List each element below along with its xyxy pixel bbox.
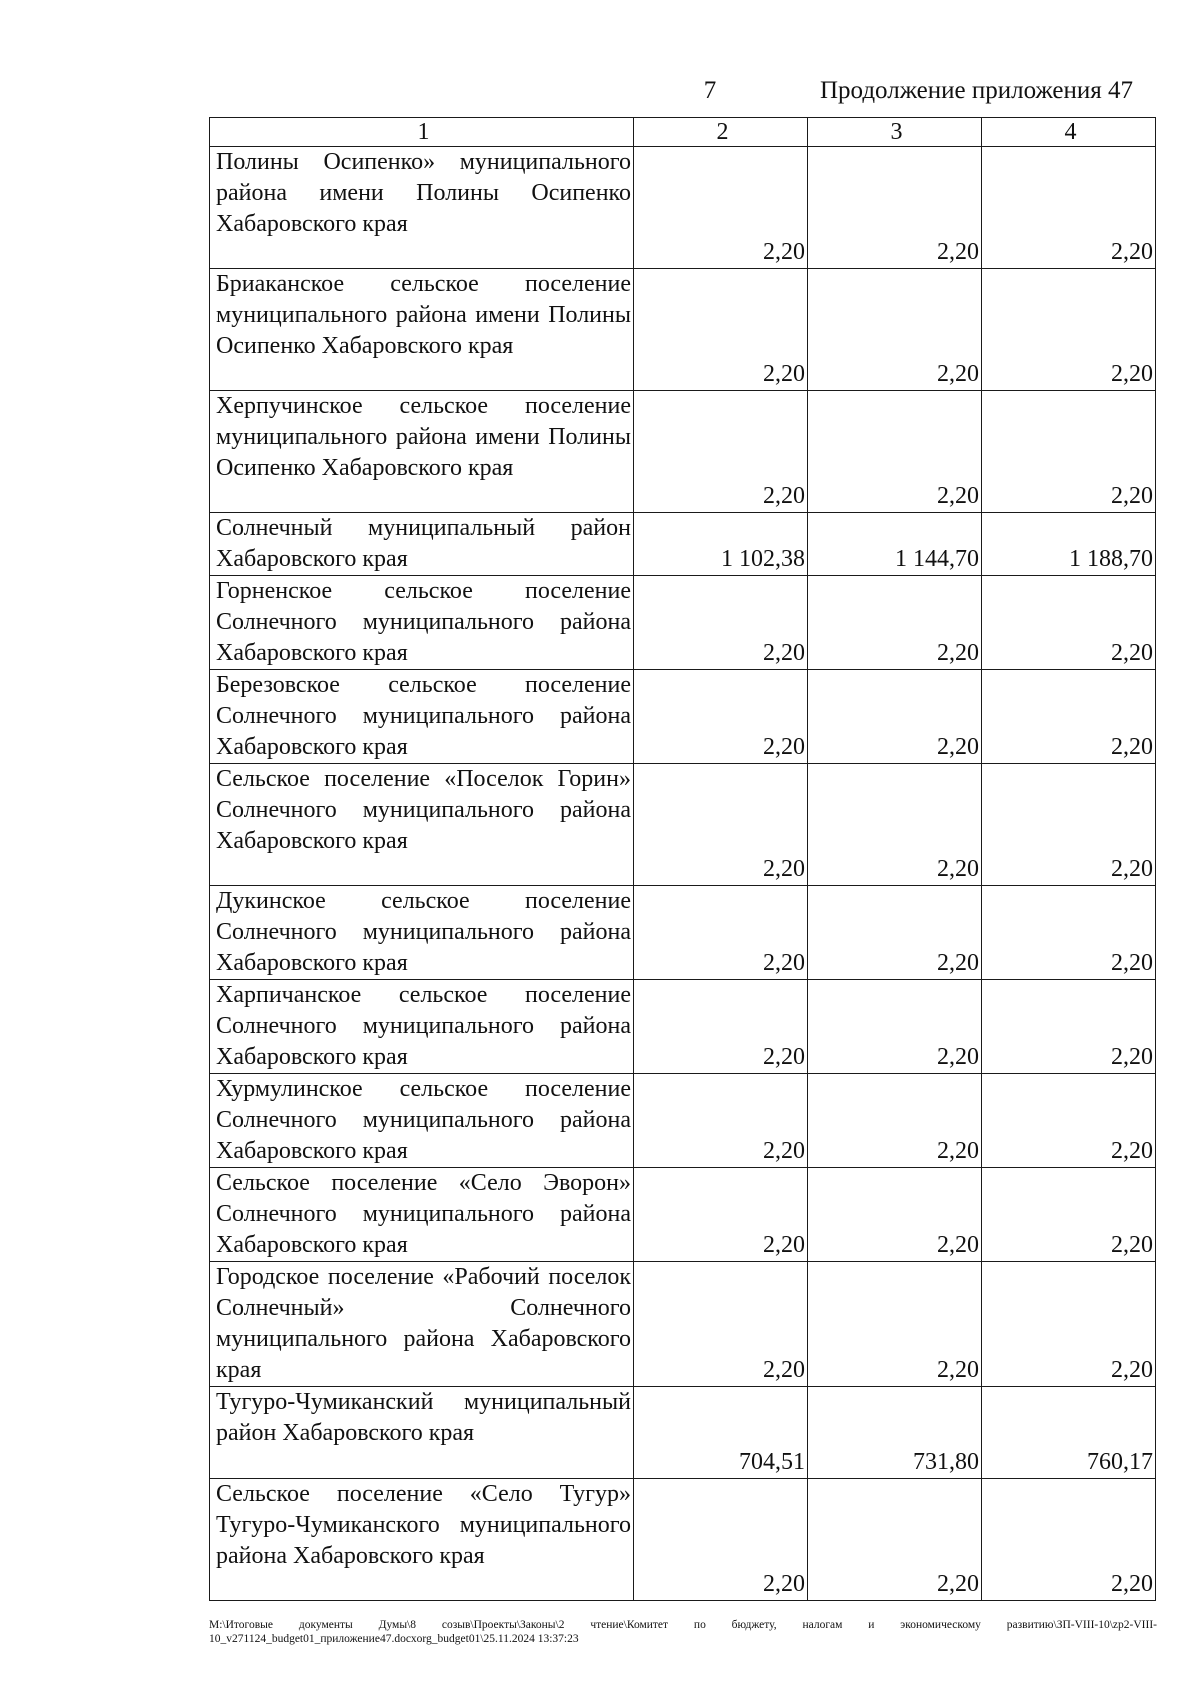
value-col-2: 2,20: [634, 764, 808, 886]
value-col-2: 2,20: [634, 576, 808, 670]
table-row: [210, 980, 1156, 1074]
value-col-3: 2,20: [808, 764, 982, 886]
entity-name: Херпучинское сельское поселение муниципального района имени Полины Осипенко Хабаровского края: [210, 391, 634, 513]
entity-name: Горненское сельское поселение Солнечного муниципального района Хабаровского края: [210, 576, 634, 670]
value-col-2: 2,20: [634, 269, 808, 391]
entity-name: Сельское поселение «Село Тугур» Тугуро-Чумиканского муниципального района Хабаровского края: [210, 1479, 634, 1601]
entity-name: Тугуро-Чумиканский муниципальный район Хабаровского края: [210, 1387, 634, 1479]
value-col-2: 2,20: [634, 147, 808, 269]
value-col-4: 1 188,70: [982, 513, 1156, 576]
value-col-2: 2,20: [634, 391, 808, 513]
value-col-4: 2,20: [982, 391, 1156, 513]
continuation-label: Продолжение приложения 47: [820, 77, 1134, 104]
value-col-3: 2,20: [808, 1262, 982, 1387]
value-col-3: 2,20: [808, 576, 982, 670]
value-col-4: 2,20: [982, 576, 1156, 670]
value-col-4: 2,20: [982, 1168, 1156, 1262]
entity-name: Березовское сельское поселение Солнечного муниципального района Хабаровского края: [210, 670, 634, 764]
value-col-2: 2,20: [634, 886, 808, 980]
table-row: [210, 391, 1156, 513]
value-col-2: 2,20: [634, 1479, 808, 1601]
value-col-2: 704,51: [634, 1387, 808, 1479]
table-row: [210, 1387, 1156, 1479]
page-number: 7: [703, 77, 717, 104]
entity-name: Харпичанское сельское поселение Солнечного муниципального района Хабаровского края: [210, 980, 634, 1074]
entity-name: Хурмулинское сельское поселение Солнечного муниципального района Хабаровского края: [210, 1074, 634, 1168]
column-header: 4: [982, 118, 1156, 147]
value-col-3: 2,20: [808, 980, 982, 1074]
value-col-3: 2,20: [808, 1479, 982, 1601]
entity-name: Солнечный муниципальный район Хабаровского края: [210, 513, 634, 576]
table-row: [210, 147, 1156, 269]
entity-name: Полины Осипенко» муниципального района имени Полины Осипенко Хабаровского края: [210, 147, 634, 269]
table-row: [210, 1479, 1156, 1601]
value-col-4: 2,20: [982, 1479, 1156, 1601]
table-row: [210, 513, 1156, 576]
value-col-3: 2,20: [808, 391, 982, 513]
entity-name: Городское поселение «Рабочий поселок Солнечный» Солнечного муниципального района Хабаровского края: [210, 1262, 634, 1387]
value-col-4: 2,20: [982, 670, 1156, 764]
value-col-4: 2,20: [982, 147, 1156, 269]
table-row: [210, 1262, 1156, 1387]
table-row: [210, 764, 1156, 886]
value-col-2: 2,20: [634, 1168, 808, 1262]
table-row: [210, 576, 1156, 670]
table-header-row: [210, 118, 1156, 147]
value-col-3: 2,20: [808, 1074, 982, 1168]
value-col-3: 2,20: [808, 886, 982, 980]
value-col-3: 1 144,70: [808, 513, 982, 576]
column-header: 2: [634, 118, 808, 147]
value-col-3: 2,20: [808, 670, 982, 764]
table-row: [210, 886, 1156, 980]
value-col-2: 1 102,38: [634, 513, 808, 576]
table-row: [210, 670, 1156, 764]
value-col-3: 731,80: [808, 1387, 982, 1479]
value-col-4: 2,20: [982, 764, 1156, 886]
value-col-2: 2,20: [634, 1074, 808, 1168]
entity-name: Дукинское сельское поселение Солнечного муниципального района Хабаровского края: [210, 886, 634, 980]
value-col-4: 2,20: [982, 1074, 1156, 1168]
table-row: [210, 269, 1156, 391]
value-col-3: 2,20: [808, 269, 982, 391]
column-header: 3: [808, 118, 982, 147]
value-col-4: 2,20: [982, 886, 1156, 980]
value-col-3: 2,20: [808, 1168, 982, 1262]
entity-name: Сельское поселение «Село Эворон» Солнечного муниципального района Хабаровского края: [210, 1168, 634, 1262]
table-row: [210, 1168, 1156, 1262]
value-col-4: 2,20: [982, 269, 1156, 391]
value-col-3: 2,20: [808, 147, 982, 269]
value-col-2: 2,20: [634, 670, 808, 764]
file-path-footer: M:\Итоговые документы Думы\8 созыв\Проекты\Законы\2 чтение\Комитет по бюджету, налогам и экономическому развитию\ЗП-VIII-10\zp2-VIII-10_v271124_budget01_приложение47.docxorg_budget01\25.11.2024 13:37:23: [209, 1619, 1157, 1645]
value-col-2: 2,20: [634, 980, 808, 1074]
value-col-4: 2,20: [982, 1262, 1156, 1387]
entity-name: Сельское поселение «Поселок Горин» Солнечного муниципального района Хабаровского края: [210, 764, 634, 886]
value-col-4: 760,17: [982, 1387, 1156, 1479]
value-col-2: 2,20: [634, 1262, 808, 1387]
table-row: [210, 1074, 1156, 1168]
column-header: 1: [210, 118, 634, 147]
value-col-4: 2,20: [982, 980, 1156, 1074]
entity-name: Бриаканское сельское поселение муниципального района имени Полины Осипенко Хабаровского края: [210, 269, 634, 391]
budget-table: [209, 117, 1156, 1601]
